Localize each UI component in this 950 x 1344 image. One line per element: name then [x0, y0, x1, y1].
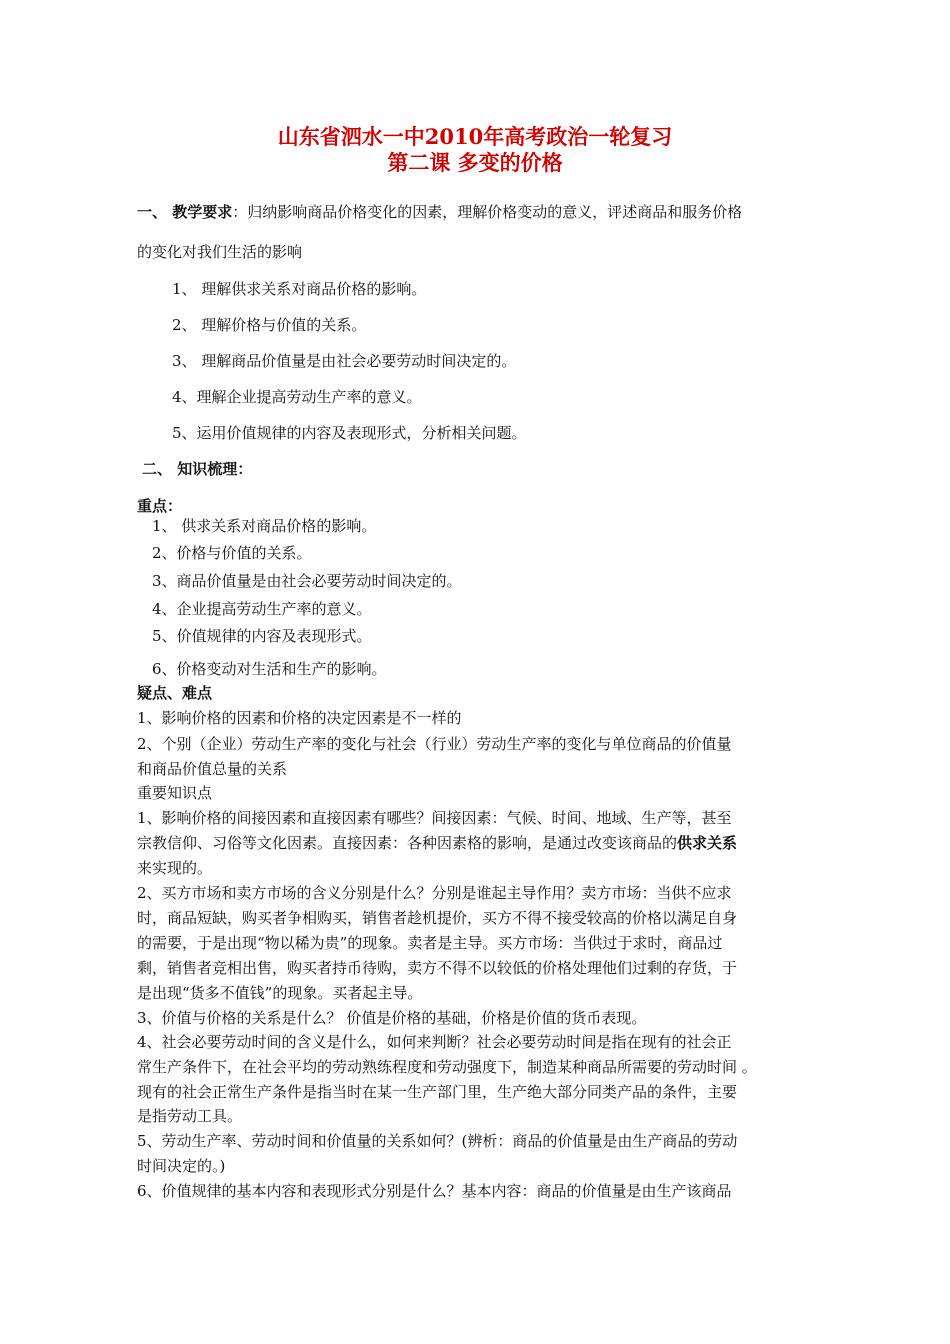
qa-line: 3、价值与价格的关系是什么？ 价值是价格的基础，价格是价值的货币表现。: [137, 1009, 647, 1027]
requirements-text-1: 归纳影响商品价格变化的因素，理解价格变动的意义，评述商品和服务价格: [247, 203, 743, 221]
qa-line: 时，商品短缺，购买者争相购买，销售者趁机提价，买方不得不接受较高的价格以满足自身: [137, 909, 738, 927]
difficult-heading: 疑点、难点: [137, 684, 213, 702]
key-point-item: 2、价格与价值的关系。: [152, 544, 312, 562]
key-point-item: 6、价格变动对生活和生产的影响。: [152, 660, 387, 678]
requirement-item: 3、 理解商品价值量是由社会必要劳动时间决定的。: [172, 352, 517, 370]
qa-line: 1、影响价格的间接因素和直接因素有哪些？间接因素：气候、时间、地域、生产等，甚至: [137, 809, 732, 827]
key-point-item: 4、企业提高劳动生产率的意义。: [152, 600, 372, 618]
qa-line-text: 宗教信仰、习俗等文化因素。直接因素：各种因素格的影响，是通过改变该商品的: [137, 834, 678, 852]
important-heading: 重要知识点: [137, 784, 213, 802]
key-point-item: 5、价值规律的内容及表现形式。: [152, 627, 372, 645]
qa-line: 剩，销售者竞相出售，购买者持币待购，卖方不得不以较低的价格处理他们过剩的存货，于: [137, 959, 738, 977]
requirements-heading: 一、 教学要求: [137, 203, 233, 221]
requirement-item: 2、 理解价格与价值的关系。: [172, 316, 367, 334]
knowledge-heading: 二、 知识梳理：: [142, 460, 253, 478]
requirements-text-2: 的变化对我们生活的影响: [137, 243, 303, 261]
difficult-item: 2、个别（企业）劳动生产率的变化与社会（行业）劳动生产率的变化与单位商品的价值量: [137, 735, 732, 753]
qa-line: 现有的社会正常生产条件是指当时在某一生产部门里，生产绝大部分同类产品的条件，主要: [137, 1083, 738, 1101]
key-point-item: 1、 供求关系对商品价格的影响。: [152, 517, 377, 535]
requirements-colon: ：: [232, 203, 248, 221]
requirement-item: 4、理解企业提高劳动生产率的意义。: [172, 388, 422, 406]
key-points-heading: 重点：: [137, 497, 183, 515]
qa-line: 时间决定的。): [137, 1157, 226, 1175]
qa-line: 是指劳动工具。: [137, 1107, 243, 1125]
supply-demand-emphasis: 供求关系: [677, 834, 738, 852]
qa-line: 的需要，于是出现“物以稀为贵”的现象。卖者是主导。买方市场：当供过于求时，商品过: [137, 934, 723, 952]
requirement-item: 1、 理解供求关系对商品价格的影响。: [172, 280, 427, 298]
qa-line: 来实现的。: [137, 859, 213, 877]
requirements-line-1: [137, 202, 742, 222]
requirement-item: 5、运用价值规律的内容及表现形式，分析相关问题。: [172, 424, 527, 442]
qa-line: 是出现“货多不值钱”的现象。买者起主导。: [137, 984, 423, 1002]
document-subtitle: 第二课 多变的价格: [387, 150, 563, 175]
qa-line: 4、社会必要劳动时间的含义是什么，如何来判断？社会必要劳动时间是指在现有的社会正: [137, 1033, 732, 1051]
qa-line: 2、买方市场和卖方市场的含义分别是什么？分别是谁起主导作用？卖方市场：当供不应求: [137, 884, 732, 902]
qa-line: [137, 833, 737, 853]
qa-line: 5、劳动生产率、劳动时间和价值量的关系如何？(辨析：商品的价值量是由生产商品的劳动: [137, 1132, 738, 1150]
qa-line: 常生产条件下，在社会平均的劳动熟练程度和劳动强度下，制造某种商品所需要的劳动时间 。: [137, 1058, 757, 1076]
key-point-item: 3、商品价值量是由社会必要劳动时间决定的。: [152, 572, 462, 590]
difficult-item-continued: 和商品价值总量的关系: [137, 760, 288, 778]
document-title: 山东省泗水一中2010年高考政治一轮复习: [277, 124, 673, 149]
qa-line: 6、价值规律的基本内容和表现形式分别是什么？基本内容：商品的价值量是由生产该商品: [137, 1182, 732, 1200]
difficult-item: 1、影响价格的因素和价格的决定因素是不一样的: [137, 709, 462, 727]
